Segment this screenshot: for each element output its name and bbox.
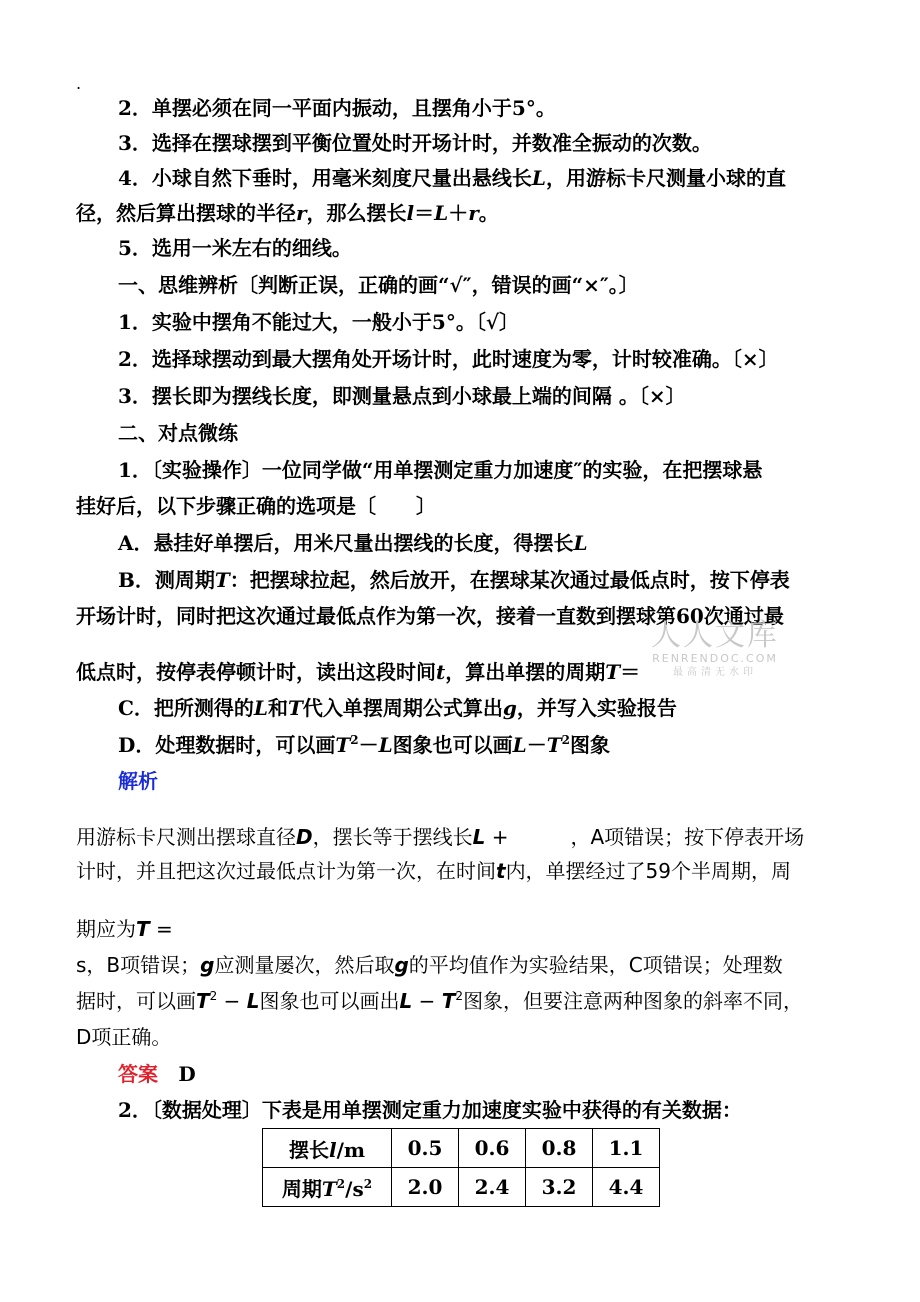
answer-label: 答案 xyxy=(118,1062,158,1086)
section2-title: 二、对点微练 xyxy=(118,421,238,445)
note-2: 2．单摆必须在同一平面内振动，且摆角小于5°。 xyxy=(118,96,556,120)
watermark-url: RENRENDOC.COM xyxy=(652,652,778,665)
analysis-line-3: 期应为T = xyxy=(76,917,173,941)
analysis-line-1: 用游标卡尺测出摆球直径D，摆长等于摆线长L + ，A项错误；按下停表开场 xyxy=(76,825,805,849)
table-header-period: 周期$T^2/s^2$ xyxy=(263,1168,392,1207)
answer-value: D xyxy=(178,1062,196,1086)
analysis-line-5: 据时，可以画$T^2 - L$图象也可以画出$L - T^2$图象，但要注意两种图象的斜率不同， xyxy=(76,989,804,1013)
section1-heading xyxy=(118,271,639,299)
analysis-line-2: 计时，并且把这次过最低点计为第一次，在时间t内，单摆经过了59个半周期，周 xyxy=(76,859,792,883)
q1-option-b-cont: 开场计时，同时把这次通过最低点作为第一次，接着一直数到摆球第60次通过最 xyxy=(76,604,784,628)
watermark-title: 人人文库 xyxy=(651,618,779,653)
section1-title: 一、思维辨析 xyxy=(118,273,238,297)
q1-option-b: B．测周期T：把摆球拉起，然后放开，在摆球某次通过最低点时，按下停表 xyxy=(118,568,790,592)
answer xyxy=(118,1060,196,1088)
q1-option-b-cont2: 低点时，按停表停顿计时，读出这段时间t，算出单摆的周期T＝ xyxy=(76,660,641,684)
judge-item-2: 2．选择球摆动到最大摆角处开场计时，此时速度为零，计时较准确。〔×〕 xyxy=(118,347,779,371)
note-5: 5．选用一米左右的细线。 xyxy=(118,236,352,260)
note-3: 3．选择在摆球摆到平衡位置处时开场计时，并数准全振动的次数。 xyxy=(118,131,712,155)
analysis-line-4: s，B项错误；g应测量屡次，然后取g的平均值作为实验结果，C项错误；处理数 xyxy=(76,953,783,977)
watermark-sub: 最高清无水印 xyxy=(673,667,757,678)
analysis-line-6: D项正确。 xyxy=(76,1025,172,1049)
q1-tag: 〔实验操作〕 xyxy=(151,458,262,482)
analysis-label: 解析 xyxy=(118,769,158,793)
section1-instruction: 〔判断正误，正确的画“√″，错误的画“×″。〕 xyxy=(238,273,639,297)
q2-stem: 2．〔数据处理〕下表是用单摆测定重力加速度实验中获得的有关数据： xyxy=(118,1098,742,1122)
table-header-length: 摆长l/m xyxy=(263,1129,392,1168)
data-table xyxy=(262,1128,660,1207)
q1-option-a: A．悬挂好单摆后，用米尺量出摆线的长度，得摆长L xyxy=(118,531,588,555)
table-cell: 2.4 xyxy=(459,1168,526,1207)
page-dot: . xyxy=(76,74,82,93)
judge-item-3: 3．摆长即为摆线长度，即测量悬点到小球最上端的间隔 。〔×〕 xyxy=(118,384,686,408)
table-cell: 4.4 xyxy=(593,1168,660,1207)
q1-stem-cont: 挂好后，以下步骤正确的选项是〔 〕 xyxy=(76,494,436,518)
judge-item-1: 1．实验中摆角不能过大，一般小于5°。〔√〕 xyxy=(118,310,519,334)
table-cell: 0.5 xyxy=(392,1129,459,1168)
watermark xyxy=(650,620,780,680)
q1-stem: 1．〔实验操作〕一位同学做“用单摆测定重力加速度″的实验，在把摆球悬 xyxy=(118,458,763,482)
q2-tag: 〔数据处理〕 xyxy=(151,1098,262,1122)
q1-option-d: D．处理数据时，可以画$T^2-L$图象也可以画$L-T^2$图象 xyxy=(118,733,610,757)
note-4: 4．小球自然下垂时，用毫米刻度尺量出悬线长L，用游标卡尺测量小球的直 xyxy=(118,166,786,190)
q1-option-c: C．把所测得的L和T代入单摆周期公式算出g，并写入实验报告 xyxy=(118,696,677,720)
table-row xyxy=(263,1168,660,1207)
note-4-cont: 径，然后算出摆球的半径r，那么摆长l＝L＋r。 xyxy=(76,201,499,225)
table-cell: 3.2 xyxy=(526,1168,593,1207)
table-cell: 1.1 xyxy=(593,1129,660,1168)
table-cell: 0.8 xyxy=(526,1129,593,1168)
table-row xyxy=(263,1129,660,1168)
table-cell: 2.0 xyxy=(392,1168,459,1207)
table-cell: 0.6 xyxy=(459,1129,526,1168)
